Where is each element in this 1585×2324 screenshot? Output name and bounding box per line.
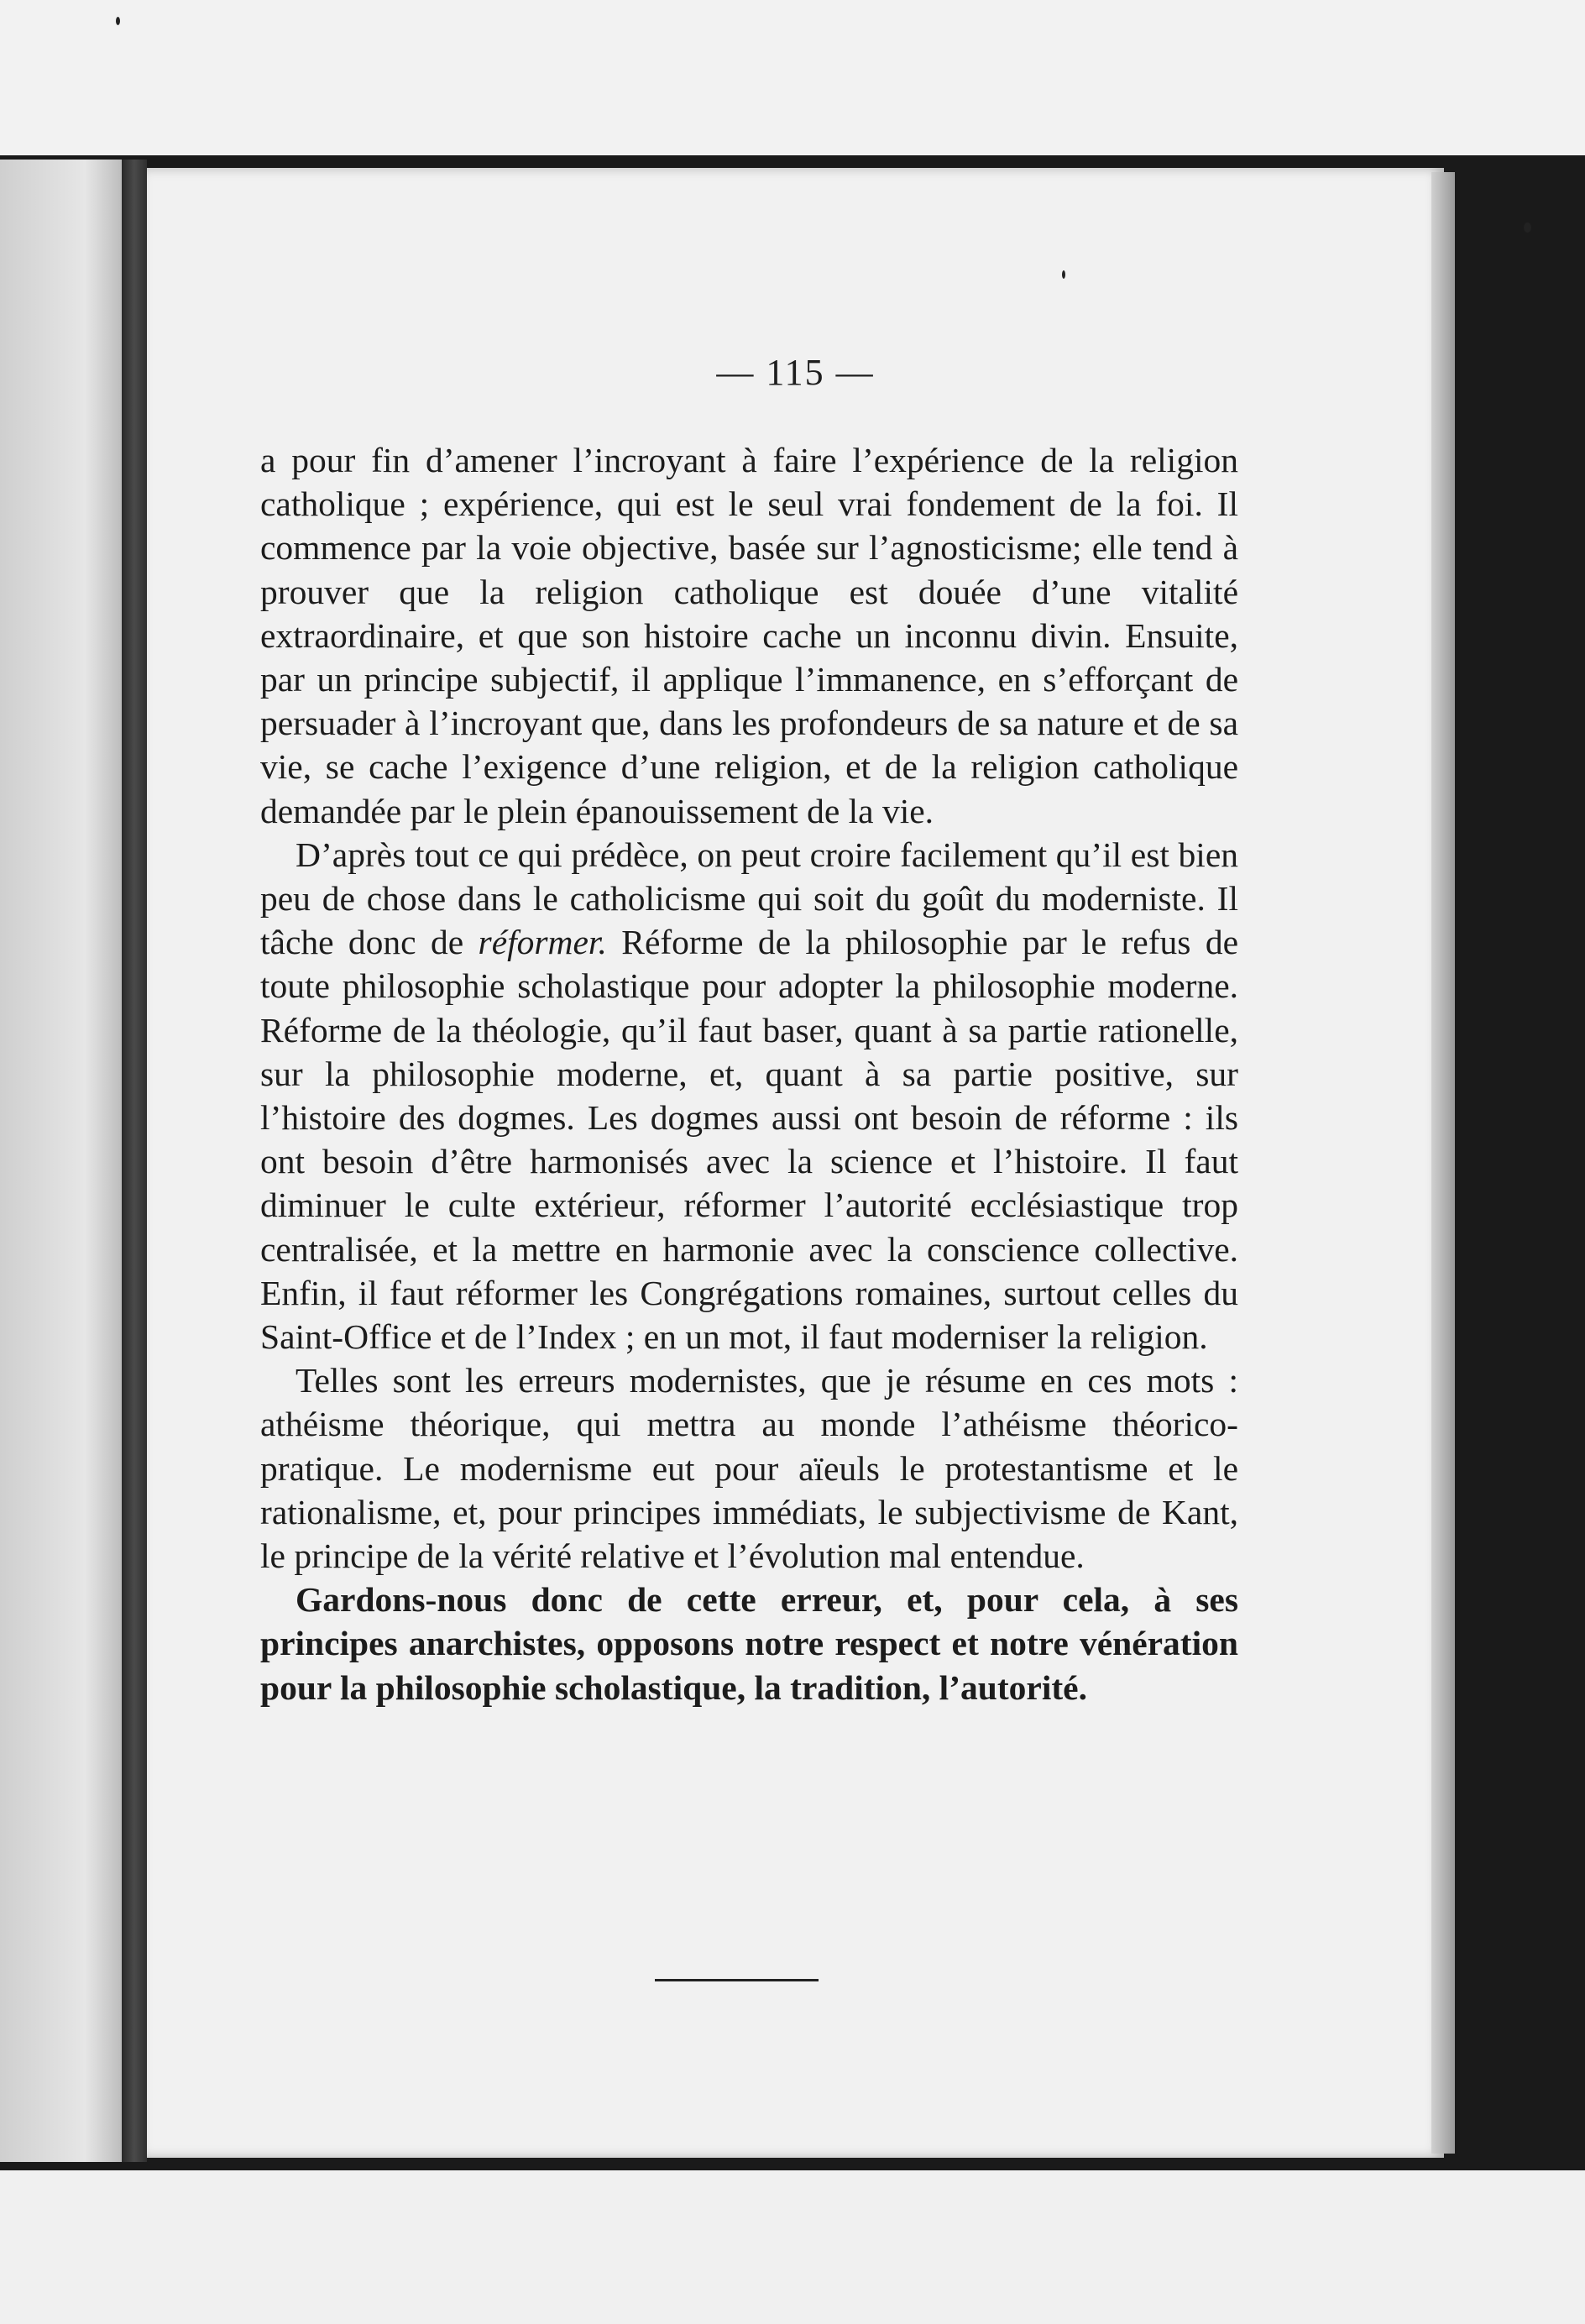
end-rule-divider (655, 1979, 819, 1981)
scan-speck (1062, 270, 1065, 279)
page-number: — 115 — (716, 352, 875, 393)
paragraph-2-italic-word: réformer. (478, 923, 607, 962)
body-text (260, 438, 1238, 1709)
page-edge-shadow (1431, 172, 1455, 2154)
paragraph-2-continuation: Réforme de la philosophie par le refus de toute philosophie scholastique pour adopter la philosophie moderne. Réforme de la théologie, qu’il faut baser, quant à sa partie rationelle, sur la philosophie moderne, et, quant à sa partie positive, sur l’histoire des dogmes. Les dogmes aussi ont besoin de réforme : ils ont besoin d’être harmonisés avec la science et l’histoire. Il faut diminuer le culte extérieur, réformer l’autorité ecclésiastique trop centralisée, et la mettre en harmonie avec la conscience collective. Enfin, il faut réformer les Congrégations romaines, surtout celles du Saint-Office et de l’Index ; en un mot, il faut moderniser la religion. (260, 923, 1238, 1357)
scan-background-bottom (0, 2170, 1585, 2324)
facing-page-edge (0, 160, 122, 2162)
paragraph-2 (260, 833, 1238, 1358)
scan-background-top (0, 0, 1585, 155)
paragraph-1: a pour fin d’amener l’incroyant à faire l’expérience de la religion catholique ; expérience, qui est le seul vrai fondement de la foi. Il commence par la voie objective, basée sur l’agnosticisme; elle tend à prouver que la religion catholique est douée d’une vitalité extraordinaire, et que son histoire cache un inconnu divin. Ensuite, par un principe subjectif, il applique l’immanence, en s’efforçant de persuader à l’incroyant que, dans les profondeurs de sa nature et de sa vie, se cache l’exigence d’une religion, et de la religion catholique demandée par le plein épanouissement de la vie. (260, 441, 1238, 830)
scan-speck (1524, 222, 1531, 233)
scan-speck (116, 17, 120, 25)
book-spine (122, 160, 147, 2162)
paragraph-2-text: D’après tout ce qui prédèce, on peut croire facilement qu’il est bien peu de chose dans le catholicisme qui soit du goût du moderniste. Il tâche donc de (260, 835, 1238, 962)
paragraph-4: Gardons-nous donc de cette erreur, et, pour cela, à ses principes anarchistes, opposons notre respect et notre vénération pour la philosophie scholastique, la tradition, l’autorité. (260, 1580, 1238, 1707)
paragraph-3: Telles sont les erreurs modernistes, que je résume en ces mots : athéisme théorique, qui mettra au monde l’athéisme théorico-pratique. Le modernisme eut pour aïeuls le protestantisme et le rationalisme, et, pour principes immédiats, le subjectivisme de Kant, le principe de la vérité relative et l’évolution mal entendue. (260, 1361, 1238, 1576)
